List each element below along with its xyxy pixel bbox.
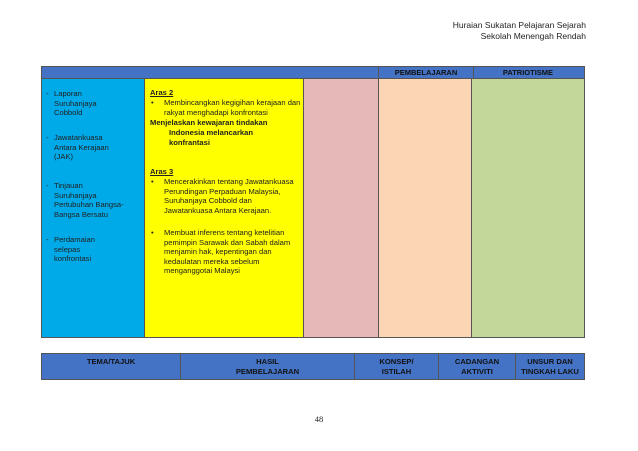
- footer-cadangan: CADANGAN AKTIVITI: [439, 354, 516, 379]
- content-table: [41, 66, 585, 338]
- column-cadangan: [379, 79, 472, 337]
- column-hasil: Aras 2 • Membincangkan kegigihan kerajaan dan rakyat menghadapi konfrontasi Menjelaskan kewajaran tindakan Indonesia melancarkan konfrantasi Aras 3 • Mencerakinkan tentang Jawatankuasa Perundingan Perpaduan Malaysia, Suruhanjaya Cobbold dan Jawatankuasa Antara Kerajaan. • Membuat inferens tentang ketelitian pemimpin Sarawak dan Sabah dalam menjamin hak, kepentingan dan kedaulatan mereka sebelum menganggotai Malaysi: [145, 79, 304, 337]
- footer-header-bar: [41, 353, 585, 380]
- footer-hasil: HASIL PEMBELAJARAN: [181, 354, 355, 379]
- column-unsur: [472, 79, 584, 337]
- list-item: - Tinjauan Suruhanjaya Pertubuhan Bangsa-Bangsa Bersatu: [46, 181, 124, 219]
- list-item: - Perdamaian selepas konfrontasi: [46, 235, 95, 264]
- column-tema: [42, 79, 145, 337]
- column-konsep: [304, 79, 379, 337]
- header-line-2: Sekolah Menengah Rendah: [480, 31, 586, 41]
- list-item: - Jawatankuasa Antara Kerajaan (JAK): [46, 133, 109, 162]
- aras-3-label: Aras 3: [150, 167, 174, 176]
- top-header-bar: [41, 66, 585, 79]
- aras-2-label: Aras 2: [150, 88, 174, 97]
- header-pembelajaran: PEMBELAJARAN: [378, 67, 474, 78]
- header-patriotisme: PATRIOTISME: [502, 68, 554, 77]
- header-line-1: Huraian Sukatan Pelajaran Sejarah: [452, 20, 586, 30]
- bold-lead: Menjelaskan kewajaran tindakan: [150, 118, 268, 127]
- bold-rest: Indonesia melancarkan konfrantasi: [169, 128, 253, 147]
- list-item: - Laporan Suruhanjaya Cobbold: [46, 89, 97, 118]
- footer-unsur: UNSUR DAN TINGKAH LAKU: [521, 357, 579, 376]
- page-header: [453, 20, 586, 42]
- page-number: 48: [314, 414, 324, 424]
- footer-tema: TEMA/TAJUK: [42, 354, 181, 379]
- footer-konsep: KONSEP/ ISTILAH: [355, 354, 439, 379]
